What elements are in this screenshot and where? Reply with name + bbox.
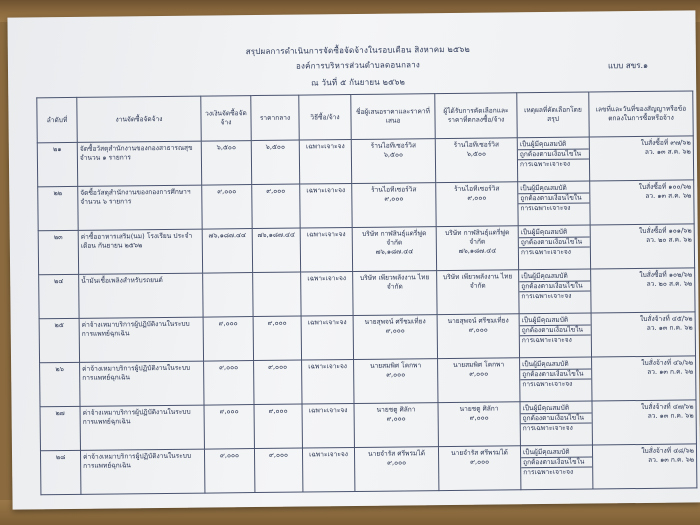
reason-line-1: เป็นผู้มีคุณสมบัติ xyxy=(519,272,590,283)
cell-contract xyxy=(592,400,696,445)
cell-reason xyxy=(519,313,591,358)
cell-no: ๒๓ xyxy=(38,230,78,274)
bidder-price: ๙,๐๐๐ xyxy=(387,458,407,467)
bidder-name: นายสุพจน์ ศรีชมเที่ยง xyxy=(364,317,426,326)
contract-date: ลว. ๑๓ ก.ค. ๖๒ xyxy=(646,323,693,332)
cell-item: จัดซื้อวัสดุสำนักงานของกองการศึกษาฯ จำนวน ๖ รายการ xyxy=(78,185,202,230)
cell-budget: ๙,๐๐๐ xyxy=(204,361,254,406)
organization-name: องค์การบริหารส่วนตำบลดอนกลาง xyxy=(295,60,421,71)
bidder-name: นายสมพิศ โคกพา xyxy=(370,361,422,370)
reason-line-2: ถูกต้องตามเงื่อนไขใน xyxy=(518,149,589,160)
cell-bidders xyxy=(352,183,436,228)
cell-method: เฉพาะเจาะจง xyxy=(302,404,354,449)
winner-price: ๖,๕๐๐ xyxy=(466,149,487,158)
col-header-budget: วงเงินจัดซื้อจัดจ้าง xyxy=(201,96,251,142)
cell-winner xyxy=(438,446,520,491)
document-title: สรุปผลการดำเนินการจัดซื้อจัดจ้างในรอบเดือน สิงหาคม ๒๕๖๒ xyxy=(245,44,470,57)
reason-line-2: ถูกต้องตามเงื่อนไขใน xyxy=(520,369,591,380)
cell-winner xyxy=(438,402,520,447)
reason-line-2: ถูกต้องตามเงื่อนไขใน xyxy=(518,193,589,204)
cell-bidders xyxy=(351,139,435,184)
cell-method: เฉพาะเจาะจง xyxy=(300,184,352,229)
cell-winner xyxy=(436,182,518,227)
reason-line-2: ถูกต้องตามเงื่อนไขใน xyxy=(519,237,590,248)
cell-no: ๒๘ xyxy=(40,450,80,494)
contract-date: ลว. ๒๐ ส.ค. ๖๒ xyxy=(646,279,693,288)
cell-contract xyxy=(592,356,696,401)
bidder-name: นายชตู ศิลักา xyxy=(376,405,416,414)
cell-item: ค่าจ้างเหมาบริการผู้ปฏิบัติงานในระบบ การแพทย์ฉุกเฉิน xyxy=(80,405,204,450)
bidder-name: ร้านไอทีเซอร์วิส xyxy=(371,185,417,194)
winner-name: นายสุพจน์ ศรีชมเที่ยง xyxy=(447,316,509,326)
contract-date: ลว. ๑๓ ก.ค. ๖๒ xyxy=(648,455,695,464)
bidder-name: บริษัท เพียวพลังงาน ไทย จำกัด xyxy=(359,273,430,291)
contract-number: ใบสั่งจ้างที่ ๔๕/๖๒ xyxy=(639,314,693,324)
contract-number: ใบสั่งจ้างที่ ๔๘/๖๒ xyxy=(641,446,695,456)
cell-winner xyxy=(437,270,519,315)
cell-winner xyxy=(436,226,518,271)
winner-name: นายชตู ศิลักา xyxy=(459,404,499,413)
cell-bidders xyxy=(354,447,438,492)
cell-reason xyxy=(519,269,591,314)
cell-no: ๒๕ xyxy=(39,318,79,362)
reason-line-2: ถูกต้องตามเงื่อนไขใน xyxy=(519,281,590,292)
contract-number: ใบสั่งซื้อที่ ๑๐๑/๖๒ xyxy=(638,226,692,236)
cell-no: ๒๖ xyxy=(40,362,80,406)
cell-budget: ๙,๐๐๐ xyxy=(202,185,252,230)
cell-median: ๗๖,๑๘๗.๔๔ xyxy=(252,228,300,273)
cell-item: ค่าจ้างเหมาบริการผู้ปฏิบัติงานในระบบ การแพทย์ฉุกเฉิน xyxy=(80,449,204,494)
contract-number: ใบสั่งซื้อที่ ๑๐๒/๖๒ xyxy=(639,270,693,280)
cell-method: เฉพาะเจาะจง xyxy=(302,448,354,493)
col-header-no: ลำดับที่ xyxy=(37,97,77,142)
cell-budget: ๙,๐๐๐ xyxy=(203,317,253,362)
cell-winner xyxy=(438,358,520,403)
cell-bidders xyxy=(354,403,438,448)
col-header-winner: ผู้ได้รับการคัดเลือกและราคาที่ตกลงซื้อ/จ้าง xyxy=(435,93,517,139)
winner-name: ร้านไอทีเซอร์วิส xyxy=(454,184,500,193)
cell-no: ๒๔ xyxy=(39,274,79,318)
cell-bidders xyxy=(354,359,438,404)
reason-line-3: การเฉพาะเจาะจง xyxy=(521,335,572,345)
cell-reason xyxy=(520,357,592,402)
cell-winner xyxy=(435,138,517,183)
winner-price: ๙,๐๐๐ xyxy=(467,193,487,202)
bidder-name: ร้านไอทีเซอร์วิส xyxy=(370,141,417,150)
cell-budget: ๖,๕๐๐ xyxy=(201,141,251,186)
cell-median xyxy=(253,272,301,317)
bidder-price: ๗๖,๑๘๗.๔๔ xyxy=(375,247,414,256)
winner-price: ๙,๐๐๐ xyxy=(469,413,489,422)
table-row xyxy=(37,136,693,187)
bidder-price: ๙,๐๐๐ xyxy=(386,414,406,423)
reason-line-3: การเฉพาะเจาะจง xyxy=(521,291,572,301)
winner-price: ๙,๐๐๐ xyxy=(470,457,490,466)
cell-reason xyxy=(518,225,590,270)
table-row xyxy=(40,444,696,495)
cell-budget xyxy=(203,273,253,318)
winner-price: ๙,๐๐๐ xyxy=(469,369,489,378)
winner-name: นายจำรัส ศรีพรมได้ xyxy=(451,448,509,457)
reason-line-1: เป็นผู้มีคุณสมบัติ xyxy=(519,228,590,239)
contract-number: ใบสั่งซื้อที่ ๙๗/๖๒ xyxy=(640,138,691,147)
reason-line-1: เป็นผู้มีคุณสมบัติ xyxy=(520,360,591,371)
contract-date: ลว. ๑๓ ส.ค. ๖๒ xyxy=(645,191,692,200)
cell-method: เฉพาะเจาะจง xyxy=(302,360,354,405)
bidder-price: ๙,๐๐๐ xyxy=(385,326,405,335)
reason-line-1: เป็นผู้มีคุณสมบัติ xyxy=(518,140,589,151)
bidder-name: นายจำรัส ศรีพรมได้ xyxy=(368,449,426,458)
winner-price: ๗๖,๑๘๗.๔๔ xyxy=(458,246,497,255)
contract-date: ลว. ๑๓ ส.ค. ๖๒ xyxy=(644,147,691,156)
reason-line-3: การเฉพาะเจาะจง xyxy=(520,247,571,257)
reason-line-2: ถูกต้องตามเงื่อนไขใน xyxy=(521,413,592,424)
cell-method: เฉพาะเจาะจง xyxy=(300,228,352,273)
cell-winner xyxy=(437,314,519,359)
cell-reason xyxy=(520,401,592,446)
report-date: ณ วันที่ ๕ กันยายน ๒๕๖๒ xyxy=(311,77,406,88)
cell-contract xyxy=(590,180,694,225)
contract-date: ลว. ๒๐ ส.ค. ๖๒ xyxy=(646,235,692,244)
cell-contract xyxy=(590,224,694,269)
cell-median: ๙,๐๐๐ xyxy=(253,316,301,361)
col-header-method: วิธีซื้อ/จ้าง xyxy=(299,95,351,141)
cell-median: ๙,๐๐๐ xyxy=(254,448,302,493)
cell-no: ๒๑ xyxy=(37,142,77,186)
contract-date: ลว. ๑๓ ก.ค. ๖๒ xyxy=(647,411,694,420)
reason-line-3: การเฉพาะเจาะจง xyxy=(522,423,573,433)
cell-method: เฉพาะเจาะจง xyxy=(301,272,353,317)
cell-budget: ๙,๐๐๐ xyxy=(204,405,254,450)
contract-number: ใบสั่งจ้างที่ ๔๖/๖๒ xyxy=(641,358,694,367)
reason-line-1: เป็นผู้มีคุณสมบัติ xyxy=(521,404,592,415)
cell-item: ค่าจ้างเหมาบริการผู้ปฏิบัติงานในระบบ การแพทย์ฉุกเฉิน xyxy=(80,361,204,406)
cell-budget: ๗๖,๑๘๗.๔๔ xyxy=(202,229,252,274)
reason-line-1: เป็นผู้มีคุณสมบัติ xyxy=(518,184,589,195)
winner-price: ๙,๐๐๐ xyxy=(468,325,488,334)
cell-no: ๒๒ xyxy=(38,186,78,230)
col-header-item: งานจัดซื้อจัดจ้าง xyxy=(77,96,201,142)
cell-median: ๙,๐๐๐ xyxy=(254,360,302,405)
cell-reason xyxy=(518,181,590,226)
reason-line-1: เป็นผู้มีคุณสมบัติ xyxy=(521,448,592,459)
col-header-contract: เลขที่และวันที่ของสัญญาหรือข้อตกลงในการซื้อหรือจ้าง xyxy=(589,91,693,137)
bidder-price: ๙,๐๐๐ xyxy=(384,194,404,203)
reason-line-1: เป็นผู้มีคุณสมบัติ xyxy=(520,316,591,327)
cell-budget: ๙,๐๐๐ xyxy=(204,449,254,494)
contract-number: ใบสั่งจ้างที่ ๔๗/๖๒ xyxy=(640,402,694,412)
cell-reason xyxy=(520,445,592,490)
winner-name: บริษัท เพียวพลังงาน ไทย จำกัด xyxy=(442,272,513,290)
table-row xyxy=(40,356,696,407)
table-row xyxy=(39,268,695,319)
cell-contract xyxy=(589,136,693,181)
cell-method: เฉพาะเจาะจง xyxy=(299,140,351,185)
document-sheet xyxy=(7,10,700,509)
cell-bidders xyxy=(352,227,436,272)
cell-median: ๙,๐๐๐ xyxy=(252,184,300,229)
table-row xyxy=(38,180,694,231)
reason-line-3: การเฉพาะเจาะจง xyxy=(522,379,573,389)
col-header-median: ราคากลาง xyxy=(251,95,299,141)
col-header-reason: เหตุผลที่คัดเลือกโดยสรุป xyxy=(517,92,589,138)
table-row xyxy=(38,224,694,275)
cell-contract xyxy=(591,312,695,357)
table-row xyxy=(39,312,695,363)
winner-name: ร้านไอทีเซอร์วิส xyxy=(453,140,500,149)
bidder-price: ๙,๐๐๐ xyxy=(386,370,406,379)
cell-item: ค่าซื้ออาหารเสริม(นม) โรงเรียน ประจำเดือน กันยายน ๒๕๖๒ xyxy=(78,229,202,274)
bidder-price: ๖,๕๐๐ xyxy=(383,150,404,159)
table-row xyxy=(40,400,696,451)
cell-bidders xyxy=(353,271,437,316)
contract-date: ลว. ๑๓ ก.ค. ๖๒ xyxy=(647,367,694,376)
col-header-bidders: ชื่อผู้เสนอราคาและราคาที่เสนอ xyxy=(351,94,435,140)
form-code: แบบ สขร.๑ xyxy=(607,60,649,71)
cell-median: ๖,๕๐๐ xyxy=(251,140,299,185)
cell-bidders xyxy=(353,315,437,360)
cell-median: ๙,๐๐๐ xyxy=(254,404,302,449)
cell-contract xyxy=(592,444,696,489)
winner-name: บริษัท กาฬสินธุ์แดรี่ฟูด จำกัด xyxy=(445,228,510,246)
cell-method: เฉพาะเจาะจง xyxy=(301,316,353,361)
reason-line-3: การเฉพาะเจาะจง xyxy=(520,203,571,213)
cell-no: ๒๗ xyxy=(40,406,80,450)
procurement-table xyxy=(36,90,697,495)
contract-number: ใบสั่งซื้อที่ ๑๐๐/๖๒ xyxy=(638,182,692,192)
reason-line-3: การเฉพาะเจาะจง xyxy=(523,467,574,477)
cell-item: น้ำมันเชื้อเพลิงสำหรับรถยนต์ xyxy=(79,273,203,318)
cell-item: จัดซื้อวัสดุสำนักงานของกองสาธารณสุข จำนวน ๑ รายการ xyxy=(77,141,201,186)
bidder-name: บริษัท กาฬสินธุ์แดรี่ฟูด จำกัด xyxy=(362,229,427,247)
table-header-row xyxy=(37,91,693,143)
winner-name: นายสมพิศ โคกพา xyxy=(453,360,505,369)
reason-line-2: ถูกต้องตามเงื่อนไขใน xyxy=(521,457,592,468)
cell-item: ค่าจ้างเหมาบริการผู้ปฏิบัติงานในระบบ การแพทย์ฉุกเฉิน xyxy=(79,317,203,362)
cell-contract xyxy=(591,268,695,313)
reason-line-3: การเฉพาะเจาะจง xyxy=(519,159,571,169)
cell-reason xyxy=(517,137,589,182)
reason-line-2: ถูกต้องตามเงื่อนไขใน xyxy=(520,325,591,336)
